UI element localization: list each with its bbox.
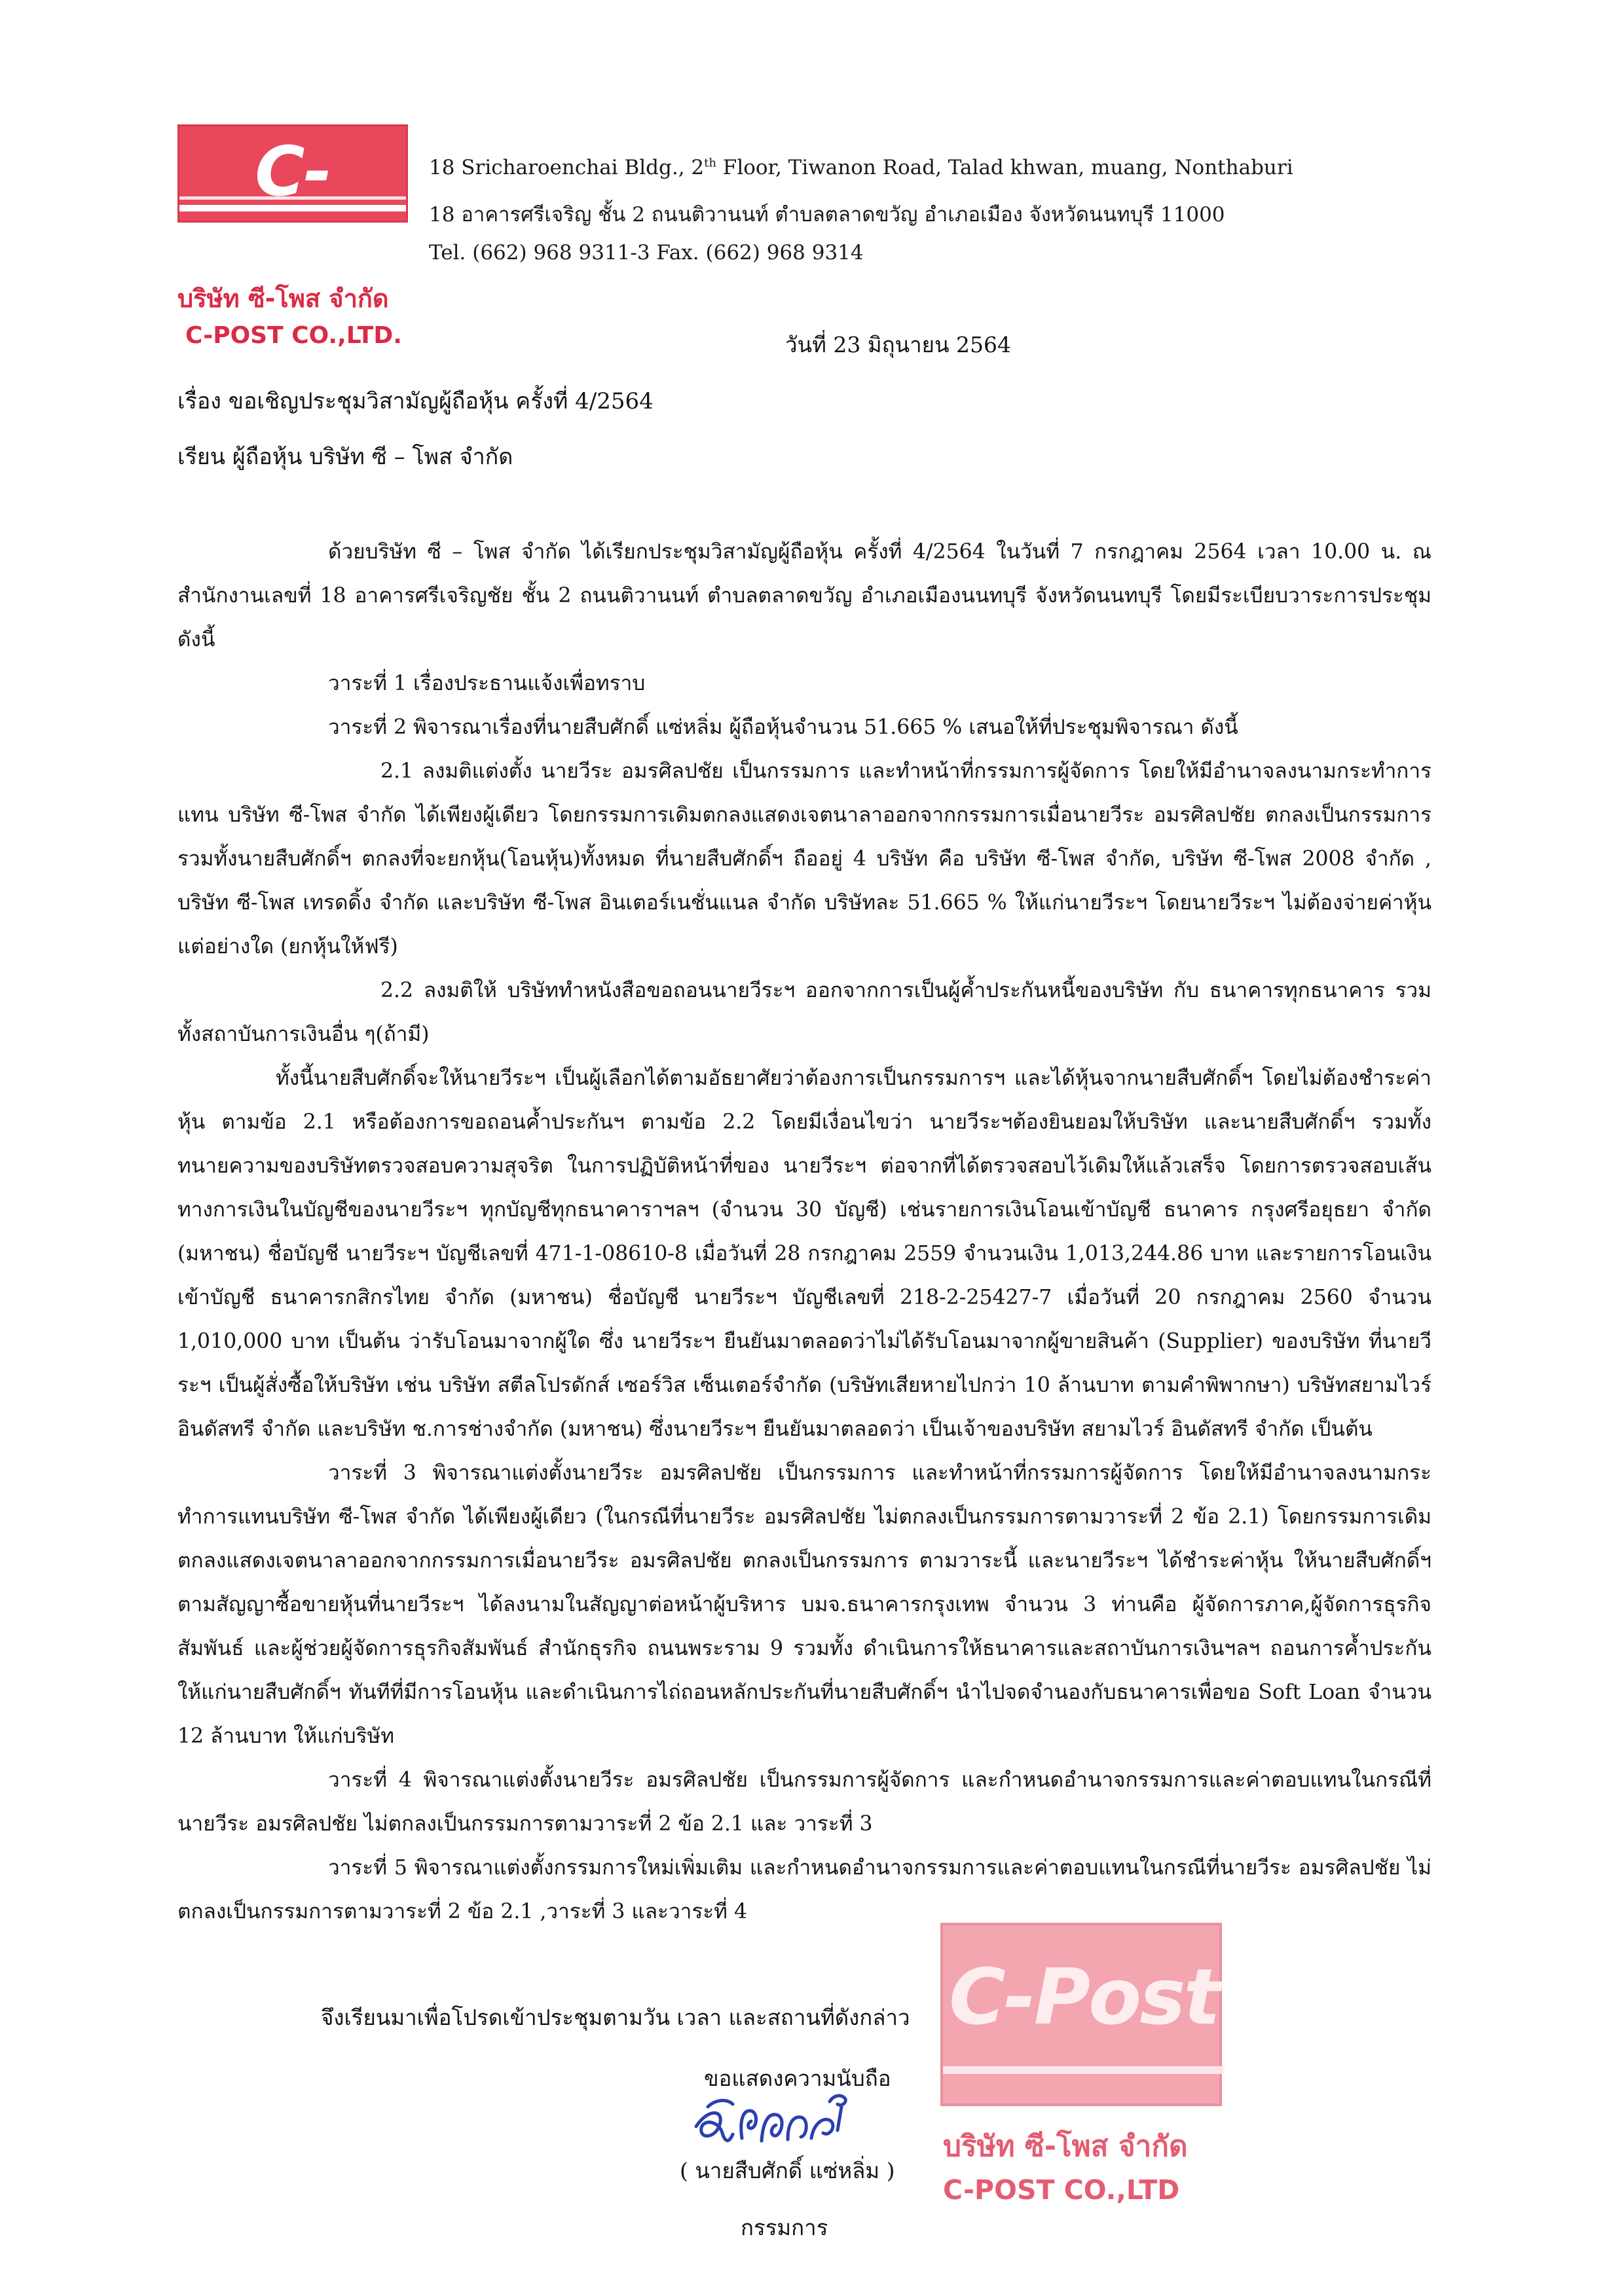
signatory-name: ( นายสืบศักดิ์ แซ่หลิ่ม )	[680, 2158, 895, 2183]
stamp-company-thai: บริษัท ซี-โพส จำกัด	[943, 2130, 1188, 2163]
company-stamp	[940, 1923, 1228, 2250]
signature-image	[690, 2087, 853, 2159]
signatory-position: กรรมการ	[741, 2215, 828, 2240]
stamp-logo-box	[940, 1923, 1222, 2106]
agenda-item-4: วาระที่ 4 พิจารณาแต่งตั้งนายวีระ อมรศิลปชัย เป็นกรรมการผู้จัดการ และกำหนดอำนาจกรรมการและค่าตอบแทนในกรณีที่ นายวีระ อมรศิลปชัย ไม่ตกลงเป็นกรรมการตามวาระที่ 2 ข้อ 2.1 และ วาระที่ 3	[177, 1768, 1431, 1836]
agenda-item-1: วาระที่ 1 เรื่องประธานแจ้งเพื่อทราบ	[328, 672, 646, 695]
closing-invite: จึงเรียนมาเพื่อโปรดเข้าประชุมตามวัน เวลา และสถานที่ดังกล่าว	[321, 2005, 910, 2030]
intro-paragraph: ด้วยบริษัท ซี – โพส จำกัด ได้เรียกประชุมวิสามัญผู้ถือหุ้น ครั้งที่ 4/2564 ในวันที่ 7 กรกฎาคม 2564 เวลา 10.00 น. ณ สำนักงานเลขที่ 18 อาคารศรีเจริญชัย ชั้น 2 ถนนติวานนท์ ตำบลตลาดขวัญ อำเภอเมืองนนทบุรี จังหวัดนนทบุรี โดยมีระเบียบวาระการประชุม ดังนี้	[177, 540, 1431, 651]
company-logo	[177, 124, 408, 291]
closing-regards: ขอแสดงความนับถือ	[704, 2066, 891, 2091]
stamp-company-english: C-POST CO.,LTD	[943, 2174, 1180, 2206]
condition-paragraph: ทั้งนี้นายสืบศักดิ์จะให้นายวีระฯ เป็นผู้เลือกได้ตามอัธยาศัยว่าต้องการเป็นกรรมการฯ และได้หุ้นจากนายสืบศักดิ์ฯ โดยไม่ต้องชำระค่าหุ้น ตามข้อ 2.1 หรือต้องการขอถอนค้ำประกันฯ ตามข้อ 2.2 โดยมีเงื่อนไขว่า นายวีระฯต้องยินยอมให้บริษัท และนายสืบศักดิ์ฯ รวมทั้งทนายความของบริษัทตรวจสอบความสุจริต ในการปฏิบัติหน้าที่ของ นายวีระฯ ต่อจากที่ได้ตรวจสอบไว้เดิมให้แล้วเสร็จ โดยการตรวจสอบเส้นทางการเงินในบัญชีของนายวีระฯ ทุกบัญชีทุกธนาคาราฯลฯ (จำนวน 30 บัญชี) เช่นรายการเงินโอนเข้าบัญชี ธนาคาร กรุงศรีอยุธยา จำกัด (มหาชน) ชื่อบัญชี นายวีระฯ บัญชีเลขที่ 471-1-08610-8 เมื่อวันที่ 28 กรกฎาคม 2559 จำนวนเงิน 1,013,244.86 บาท และรายการโอนเงินเข้าบัญชี ธนาคารกสิกรไทย จำกัด (มหาชน) ชื่อบัญชี นายวีระฯ บัญชีเลขที่ 218-2-25427-7 เมื่อวันที่ 20 กรกฎาคม 2560 จำนวน 1,010,000 บาท เป็นต้น ว่ารับโอนมาจากผู้ใด ซึ่ง นายวีระฯ ยืนยันมาตลอดว่าไม่ได้รับโอนมาจากผู้ขายสินค้า (Supplier) ของบริษัท ที่นายวีระฯ เป็นผู้สั่งซื้อให้บริษัท เช่น บริษัท สตีลโปรดักส์ เซอร์วิส เซ็นเตอร์จำกัด (บริษัทเสียหายไปกว่า 10 ล้านบาท ตามคำพิพากษา) บริษัทสยามไวร์ อินดัสทรี จำกัด และบริษัท ช.การช่างจำกัด (มหาชน) ซึ่งนายวีระฯ ยืนยันมาตลอดว่า เป็นเจ้าของบริษัท สยามไวร์ อินดัสทรี จำกัด เป็นต้น	[177, 1066, 1431, 1441]
stamp-logo-text: C-Post	[949, 1952, 1219, 2042]
letter-recipient: เรียน ผู้ถือหุ้น บริษัท ซี – โพส จำกัด	[177, 444, 513, 470]
letter-subject: เรื่อง ขอเชิญประชุมวิสามัญผู้ถือหุ้น ครั้งที่ 4/2564	[177, 388, 654, 414]
letter-date: วันที่ 23 มิถุนายน 2564	[785, 332, 1012, 357]
agenda-2-item-2-2: 2.2 ลงมติให้ บริษัททำหนังสือขอถอนนายวีระฯ ออกจากการเป็นผู้ค้ำประกันหนี้ของบริษัท กับ ธนาคารทุกธนาคาร รวมทั้งสถาบันการเงินอื่น ๆ(ถ้ามี)	[177, 979, 1431, 1046]
company-name-thai: บริษัท ซี-โพส จำกัด	[177, 284, 389, 313]
logo-text: C-Post	[210, 132, 375, 291]
agenda-item-2: วาระที่ 2 พิจารณาเรื่องที่นายสืบศักดิ์ แซ่หลิ่ม ผู้ถือหุ้นจำนวน 51.665 % เสนอให้ที่ประชุมพิจารณา ดังนี้	[328, 716, 1238, 739]
company-name-english: C-POST CO.,LTD.	[185, 322, 402, 349]
letter-body	[177, 530, 1431, 1934]
agenda-item-3: วาระที่ 3 พิจารณาแต่งตั้งนายวีระ อมรศิลปชัย เป็นกรรมการ และทำหน้าที่กรรมการผู้จัดการ โดยให้มีอำนาจลงนามกระทำการแทนบริษัท ซี-โพส จำกัด ได้เพียงผู้เดียว (ในกรณีที่นายวีระ อมรศิลปชัย ไม่ตกลงเป็นกรรมการตามวาระที่ 2 ข้อ 2.1) โดยกรรมการเดิมตกลงแสดงเจตนาลาออกจากกรรมการเมื่อนายวีระ อมรศิลปชัย ตกลงเป็นกรรมการ ตามวาระนี้ และนายวีระฯ ได้ชำระค่าหุ้น ให้นายสืบศักดิ์ฯ ตามสัญญาซื้อขายหุ้นที่นายวีระฯ ได้ลงนามในสัญญาต่อหน้าผู้บริหาร บมจ.ธนาคารกรุงเทพ จำนวน 3 ท่านคือ ผู้จัดการภาค,ผู้จัดการธุรกิจสัมพันธ์ และผู้ช่วยผู้จัดการธุรกิจสัมพันธ์ สำนักธุรกิจ ถนนพระราม 9 รวมทั้ง ดำเนินการให้ธนาคารและสถาบันการเงินฯลฯ ถอนการค้ำประกัน ให้แก่นายสืบศักดิ์ฯ ทันทีที่มีการโอนหุ้น และดำเนินการไถ่ถอนหลักประกันที่นายสืบศักดิ์ฯ นำไปจดจำนองกับธนาคารเพื่อขอ Soft Loan จำนวน 12 ล้านบาท ให้แก่บริษัท	[177, 1461, 1431, 1748]
phone-fax: Tel. (662) 968 9311-3 Fax. (662) 968 9314	[429, 241, 864, 264]
address-english: 18 Sricharoenchai Bldg., 2th Floor, Tiwanon Road, Talad khwan, muang, Nonthaburi	[429, 156, 1293, 179]
agenda-item-5: วาระที่ 5 พิจารณาแต่งตั้งกรรมการใหม่เพิ่มเติม และกำหนดอำนาจกรรมการและค่าตอบแทนในกรณีที่นายวีระ อมรศิลปชัย ไม่ตกลงเป็นกรรมการตามวาระที่ 2 ข้อ 2.1 ,วาระที่ 3 และวาระที่ 4	[177, 1856, 1431, 1923]
address-thai: 18 อาคารศรีเจริญ ชั้น 2 ถนนติวานนท์ ตำบลตลาดขวัญ อำเภอเมือง จังหวัดนนทบุรี 11000	[429, 203, 1225, 227]
agenda-2-item-2-1: 2.1 ลงมติแต่งตั้ง นายวีระ อมรศิลปชัย เป็นกรรมการ และทำหน้าที่กรรมการผู้จัดการ โดยให้มีอำนาจลงนามกระทำการแทน บริษัท ซี-โพส จำกัด ได้เพียงผู้เดียว โดยกรรมการเดิมตกลงแสดงเจตนาลาออกจากกรรมการเมื่อนายวีระ อมรศิลปชัย ตกลงเป็นกรรมการ รวมทั้งนายสืบศักดิ์ฯ ตกลงที่จะยกหุ้น(โอนหุ้น)ทั้งหมด ที่นายสืบศักดิ์ฯ ถืออยู่ 4 บริษัท คือ บริษัท ซี-โพส จำกัด, บริษัท ซี-โพส 2008 จำกัด , บริษัท ซี-โพส เทรดดิ้ง จำกัด และบริษัท ซี-โพส อินเตอร์เนชั่นแนล จำกัด บริษัทละ 51.665 % ให้แก่นายวีระฯ โดยนายวีระฯ ไม่ต้องจ่ายค่าหุ้นแต่อย่างใด (ยกหุ้นให้ฟรี)	[177, 759, 1431, 958]
